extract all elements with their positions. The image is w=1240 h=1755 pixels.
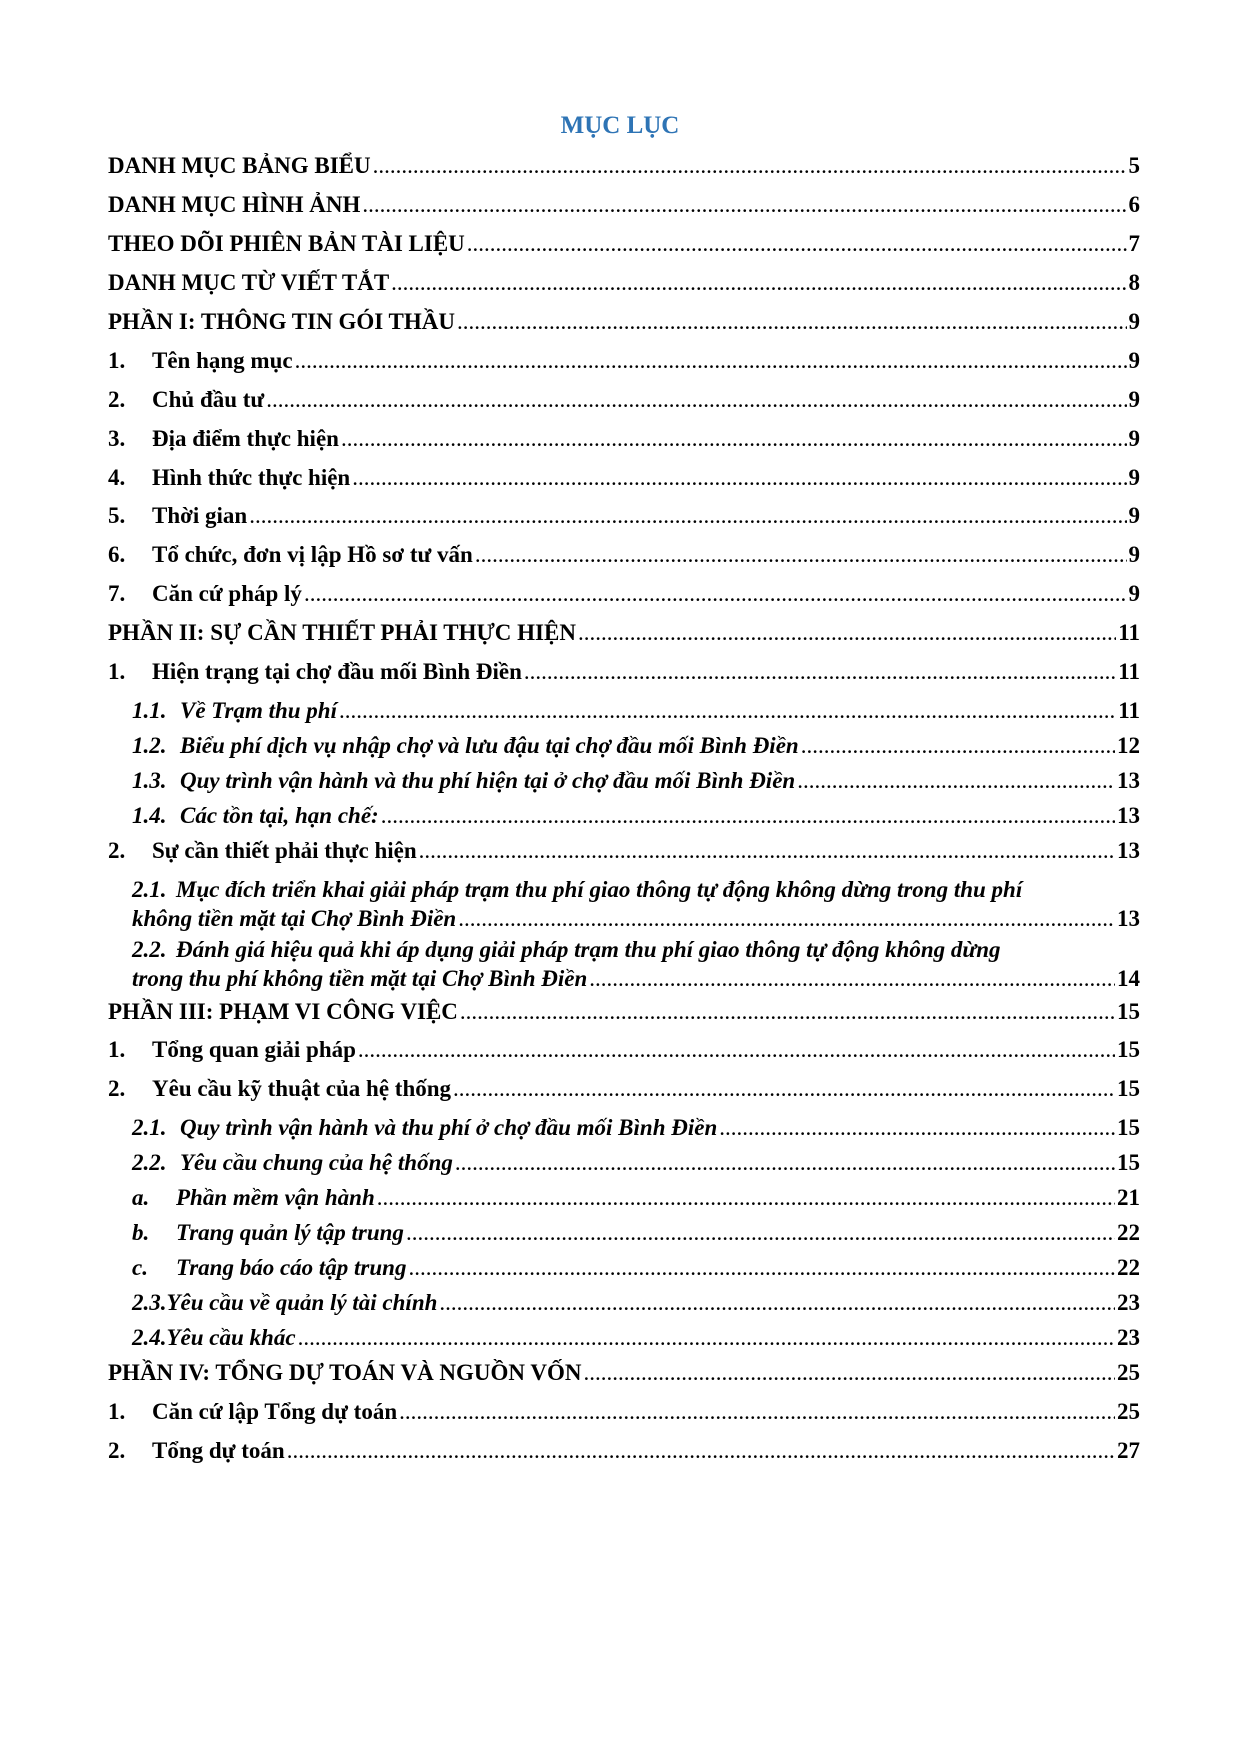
toc-entry-label: Yêu cầu về quản lý tài chính (166, 1290, 438, 1315)
toc-entry-label: Căn cứ lập Tổng dự toán (152, 1399, 398, 1424)
toc-page-number: 22 (1117, 1255, 1140, 1280)
toc-entry[interactable] (108, 1035, 1140, 1064)
toc-entry[interactable] (108, 1074, 1140, 1103)
toc-entry[interactable] (108, 1253, 1140, 1282)
toc-entry[interactable] (108, 801, 1140, 830)
toc-entry[interactable] (108, 501, 1140, 530)
toc-entry-text (132, 1183, 375, 1212)
toc-entry-number: 1.2. (132, 733, 167, 758)
toc-entry-text (132, 1148, 453, 1177)
toc-entry[interactable] (108, 1358, 1140, 1387)
toc-page-number: 23 (1117, 1325, 1140, 1350)
toc-entry[interactable] (108, 346, 1140, 375)
toc-entry-label: Quy trình vận hành và thu phí ở chợ đầu mối Bình Điền (180, 1115, 718, 1140)
toc-entry-label: Yêu cầu khác (166, 1325, 296, 1350)
toc-page-number: 9 (1128, 581, 1140, 606)
toc-entry[interactable] (108, 190, 1140, 219)
toc-entry-label: Thời gian (152, 503, 248, 528)
toc-page-number: 15 (1117, 999, 1140, 1024)
toc-leader-dots (408, 1253, 1115, 1282)
toc-entry-number: 2.2. (132, 937, 167, 962)
toc-page-number: 15 (1117, 1076, 1140, 1101)
toc-entry-number: 1. (108, 1037, 126, 1062)
toc-page-number: 11 (1118, 659, 1140, 684)
toc-entry-text: Mục đích triển khai giải pháp trạm thu phí giao thông tự động không dừng trong thu phí (176, 877, 1023, 902)
toc-leader-dots (457, 307, 1127, 336)
toc-entry-text (108, 540, 473, 569)
toc-entry[interactable] (108, 1436, 1140, 1465)
toc-page-number: 21 (1117, 1185, 1140, 1210)
toc-page-number: 14 (1117, 966, 1140, 991)
toc-entry-label: Tổng quan giải pháp (152, 1037, 356, 1062)
toc-page-number: 15 (1117, 1150, 1140, 1175)
toc-leader-dots (377, 1183, 1115, 1212)
toc-page-number: 22 (1117, 1220, 1140, 1245)
toc-leader-dots (455, 1148, 1115, 1177)
toc-leader-dots (453, 1074, 1115, 1103)
toc-entry-label: DANH MỤC BẢNG BIỂU (108, 153, 371, 178)
toc-leader-dots (304, 579, 1127, 608)
toc-leader-dots (524, 657, 1116, 686)
toc-page-number: 9 (1128, 465, 1140, 490)
toc-entry-label: Sự cần thiết phải thực hiện (152, 838, 417, 863)
toc-leader-dots (399, 1397, 1115, 1426)
toc-entry-text (108, 1397, 397, 1426)
toc-leader-dots (419, 836, 1115, 865)
toc-entry-label: DANH MỤC HÌNH ẢNH (108, 192, 361, 217)
toc-entry-number: 2.1. (132, 1115, 167, 1140)
toc-entry-text (108, 618, 576, 647)
toc-entry[interactable] (108, 696, 1140, 725)
toc-entry-text (132, 1288, 437, 1317)
toc-page-number: 9 (1128, 426, 1140, 451)
toc-leader-dots (391, 268, 1126, 297)
toc-entry-text (108, 424, 339, 453)
toc-page-number: 15 (1117, 1115, 1140, 1140)
toc-page-number: 9 (1128, 503, 1140, 528)
toc-entry-number: 2.2. (132, 1150, 167, 1175)
toc-page-number: 13 (1117, 803, 1140, 828)
toc-entry[interactable] (108, 1218, 1140, 1247)
toc-entry-label: Quy trình vận hành và thu phí hiện tại ở chợ đầu mối Bình Điền (180, 768, 796, 793)
toc-entry[interactable] (108, 618, 1140, 647)
toc-leader-dots (578, 618, 1116, 647)
toc-leader-dots (358, 1035, 1115, 1064)
toc-page-number: 9 (1128, 309, 1140, 334)
toc-entry-number: b. (132, 1220, 150, 1245)
toc-leader-dots (801, 731, 1115, 760)
toc-entry[interactable] (108, 268, 1140, 297)
toc-leader-dots (589, 964, 1115, 993)
toc-entry-number: 2. (108, 1438, 126, 1463)
toc-entry-label: Địa điểm thực hiện (152, 426, 339, 451)
toc-entry[interactable] (108, 229, 1140, 258)
toc-entry-number: 4. (108, 465, 126, 490)
toc-entry-number: 2.1. (132, 877, 167, 902)
toc-entry-label: Hình thức thực hiện (152, 465, 351, 490)
toc-page-number: 15 (1117, 1037, 1140, 1062)
toc-entry[interactable] (108, 579, 1140, 608)
toc-entry-text-continued: trong thu phí không tiền mặt tại Chợ Bình Điền (132, 966, 588, 991)
toc-page-number: 9 (1128, 542, 1140, 567)
toc-entry-label: PHẦN II: SỰ CẦN THIẾT PHẢI THỰC HIỆN (108, 620, 576, 645)
toc-entry-label: PHẦN I: THÔNG TIN GÓI THẦU (108, 309, 455, 334)
toc-leader-dots (298, 1323, 1115, 1352)
toc-entry-number: 1. (108, 348, 126, 373)
toc-entry-line (108, 935, 1140, 964)
toc-page-number: 13 (1117, 906, 1140, 931)
toc-page-number: 25 (1117, 1399, 1140, 1424)
toc-leader-dots (797, 766, 1115, 795)
toc-page-number: 9 (1128, 348, 1140, 373)
toc-entry-text (108, 997, 458, 1026)
toc-entry-number: 1. (108, 1399, 126, 1424)
toc-entry-number: 5. (108, 503, 126, 528)
toc-entry-text (132, 801, 379, 830)
toc-entry-text (108, 579, 302, 608)
toc-entry-text (108, 1358, 581, 1387)
toc-leader-dots (583, 1358, 1115, 1387)
toc-entry-label: Trang báo cáo tập trung (176, 1255, 407, 1280)
toc-entry-text (108, 657, 522, 686)
toc-entry-text (108, 1035, 356, 1064)
toc-entry-label: Tên hạng mục (152, 348, 293, 373)
toc-entry-text (132, 1113, 717, 1142)
toc-entry-label: Tổ chức, đơn vị lập Hồ sơ tư vấn (152, 542, 473, 567)
toc-entry-label: Phần mềm vận hành (176, 1185, 375, 1210)
toc-entry-text (108, 268, 389, 297)
toc-entry-text (132, 696, 337, 725)
toc-entry[interactable] (108, 1397, 1140, 1426)
toc-entry-label: Các tồn tại, hạn chế: (180, 803, 379, 828)
toc-entry[interactable] (108, 836, 1140, 865)
toc-leader-dots (362, 190, 1126, 219)
toc-leader-dots (266, 385, 1126, 414)
toc-page-number: 11 (1118, 620, 1140, 645)
toc-page-number: 13 (1117, 838, 1140, 863)
toc-entry-text (108, 501, 247, 530)
toc-entry[interactable] (108, 997, 1140, 1026)
toc-leader-dots (475, 540, 1127, 569)
toc-entry-text (132, 731, 799, 760)
toc-entry[interactable] (108, 1288, 1140, 1317)
toc-entry-label: Căn cứ pháp lý (152, 581, 302, 606)
toc-leader-dots (460, 997, 1115, 1026)
toc-entry-number: a. (132, 1185, 150, 1210)
toc-entry[interactable] (108, 875, 1140, 933)
toc-entry[interactable] (108, 731, 1140, 760)
toc-entry[interactable] (108, 1323, 1140, 1352)
toc-leader-dots (352, 463, 1126, 492)
toc-entry[interactable] (108, 766, 1140, 795)
toc-entry[interactable] (108, 935, 1140, 993)
toc-entry-text (108, 151, 371, 180)
toc-entry-text (132, 1323, 296, 1352)
toc-entry-text (108, 307, 455, 336)
toc-page-number: 12 (1117, 733, 1140, 758)
toc-entry-text (132, 1218, 404, 1247)
toc-entry-number: 2.3. (132, 1290, 167, 1315)
toc-entry-text (108, 1074, 451, 1103)
toc-entry[interactable] (108, 657, 1140, 686)
toc-entry[interactable] (108, 151, 1140, 180)
toc-entry-number: 2. (108, 838, 126, 863)
toc-entry[interactable] (108, 1148, 1140, 1177)
toc-entry-text (108, 190, 360, 219)
toc-entry[interactable] (108, 1113, 1140, 1142)
toc-leader-dots (381, 801, 1115, 830)
toc-entry-label: DANH MỤC TỪ VIẾT TẮT (108, 270, 390, 295)
toc-leader-dots (249, 501, 1126, 530)
toc-entry-label: Chủ đầu tư (152, 387, 265, 412)
toc-page-number: 25 (1117, 1360, 1140, 1385)
toc-entry-label: Yêu cầu chung của hệ thống (180, 1150, 453, 1175)
toc-entry[interactable] (108, 307, 1140, 336)
toc-entry-label: PHẦN III: PHẠM VI CÔNG VIỆC (108, 999, 458, 1024)
toc-entry-number: 6. (108, 542, 126, 567)
toc-title: MỤC LỤC (560, 112, 680, 139)
toc-leader-dots (287, 1436, 1115, 1465)
toc-entry-number: 7. (108, 581, 126, 606)
toc-entry-text (108, 836, 417, 865)
toc-entry-label: THEO DÕI PHIÊN BẢN TÀI LIỆU (108, 231, 465, 256)
toc-entry-number: c. (132, 1255, 148, 1280)
toc-entry[interactable] (108, 1183, 1140, 1212)
toc-entry-number: 1.3. (132, 768, 167, 793)
toc-entry-label: Yêu cầu kỹ thuật của hệ thống (152, 1076, 452, 1101)
toc-entry-text-continued: không tiền mặt tại Chợ Bình Điền (132, 906, 457, 931)
toc-page-number: 9 (1128, 387, 1140, 412)
toc-entry-number: 1. (108, 659, 126, 684)
toc-entry-text (108, 463, 350, 492)
toc-leader-dots (295, 346, 1127, 375)
toc-entry-number: 2.4. (132, 1325, 167, 1350)
toc-leader-dots (719, 1113, 1115, 1142)
toc-entry-number: 1.1. (132, 698, 167, 723)
toc-leader-dots (406, 1218, 1115, 1247)
toc-entry-label: Tổng dự toán (152, 1438, 285, 1463)
toc-entry-text (108, 346, 293, 375)
toc-entry-label: Về Trạm thu phí (180, 698, 337, 723)
toc-entry-label: Biểu phí dịch vụ nhập chợ và lưu đậu tại chợ đầu mối Bình Điền (180, 733, 799, 758)
toc-entry-text (108, 385, 264, 414)
toc-entry-number: 3. (108, 426, 126, 451)
toc-entry-number: 2. (108, 387, 126, 412)
toc-entry-text (132, 1253, 406, 1282)
toc-page-number: 8 (1128, 270, 1140, 295)
toc-entry-label: Trang quản lý tập trung (176, 1220, 404, 1245)
toc-leader-dots (439, 1288, 1115, 1317)
toc-page-number: 27 (1117, 1438, 1140, 1463)
toc-leader-dots (341, 424, 1127, 453)
toc-page-number: 11 (1118, 698, 1140, 723)
toc-leader-dots (339, 696, 1116, 725)
toc-entry-label: PHẦN IV: TỔNG DỰ TOÁN VÀ NGUỒN VỐN (108, 1360, 582, 1385)
toc-entry[interactable] (108, 463, 1140, 492)
toc-entry[interactable] (108, 385, 1140, 414)
toc-entry-text (108, 1436, 285, 1465)
toc-page-number: 7 (1128, 231, 1140, 256)
toc-leader-dots (373, 151, 1127, 180)
toc-entry[interactable] (108, 540, 1140, 569)
toc-leader-dots (467, 229, 1127, 258)
toc-entry-number: 1.4. (132, 803, 167, 828)
toc-page-number: 6 (1128, 192, 1140, 217)
toc-page-number: 5 (1128, 153, 1140, 178)
toc-entry-label: Hiện trạng tại chợ đầu mối Bình Điền (152, 659, 522, 684)
toc-entry-text (132, 766, 795, 795)
toc-entry-text: Đánh giá hiệu quả khi áp dụng giải pháp trạm thu phí giao thông tự động không dừng (176, 937, 1001, 962)
toc-entry-text (108, 229, 465, 258)
toc-entry-line (108, 875, 1140, 904)
toc-entry[interactable] (108, 424, 1140, 453)
toc-page-number: 13 (1117, 768, 1140, 793)
toc-leader-dots (458, 904, 1115, 933)
toc-entry-number: 2. (108, 1076, 126, 1101)
toc-page-number: 23 (1117, 1290, 1140, 1315)
